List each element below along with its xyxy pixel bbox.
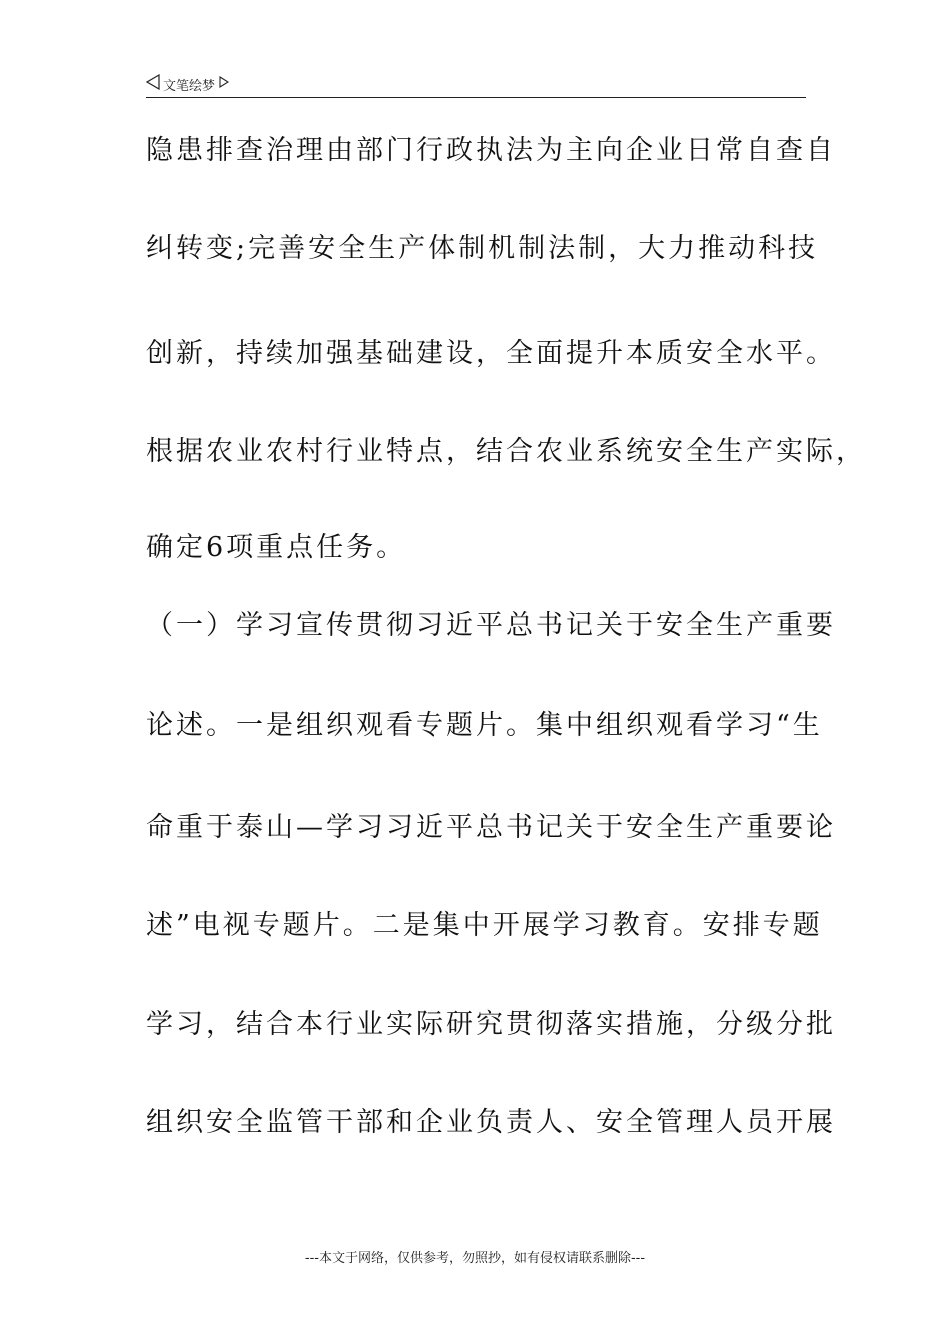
text-line: 组织安全监管干部和企业负责人、安全管理人员开展 (146, 1107, 836, 1138)
text-line: 学习，结合本行业实际研究贯彻落实措施，分级分批 (146, 1009, 836, 1040)
header-title: 文笔绘梦 (163, 78, 216, 94)
text-line: 确定6项重点任务。 (146, 532, 407, 563)
text-line: 隐患排查治理由部门行政执法为主向企业日常自查自 (146, 135, 836, 166)
triangle-left-icon (146, 74, 160, 94)
text-line: 根据农业农村行业特点，结合农业系统安全生产实际， (146, 436, 866, 467)
text-line: 纠转变;完善安全生产体制机制法制，大力推动科技 (146, 233, 819, 264)
text-line: 述”电视专题片。二是集中开展学习教育。安排专题 (146, 910, 823, 941)
text-line: （一）学习宣传贯彻习近平总书记关于安全生产重要 (146, 610, 836, 641)
text-line: 论述。一是组织观看专题片。集中组织观看学习“生 (146, 710, 823, 741)
header-divider (146, 97, 806, 98)
triangle-right-icon (219, 76, 229, 92)
page-footer: ---本文于网络，仅供参考，勿照抄，如有侵权请联系删除--- (304, 1251, 646, 1266)
text-line: 命重于泰山—学习习近平总书记关于安全生产重要论 (146, 812, 836, 843)
text-line: 创新，持续加强基础建设，全面提升本质安全水平。 (146, 338, 836, 369)
page-header (146, 74, 806, 98)
